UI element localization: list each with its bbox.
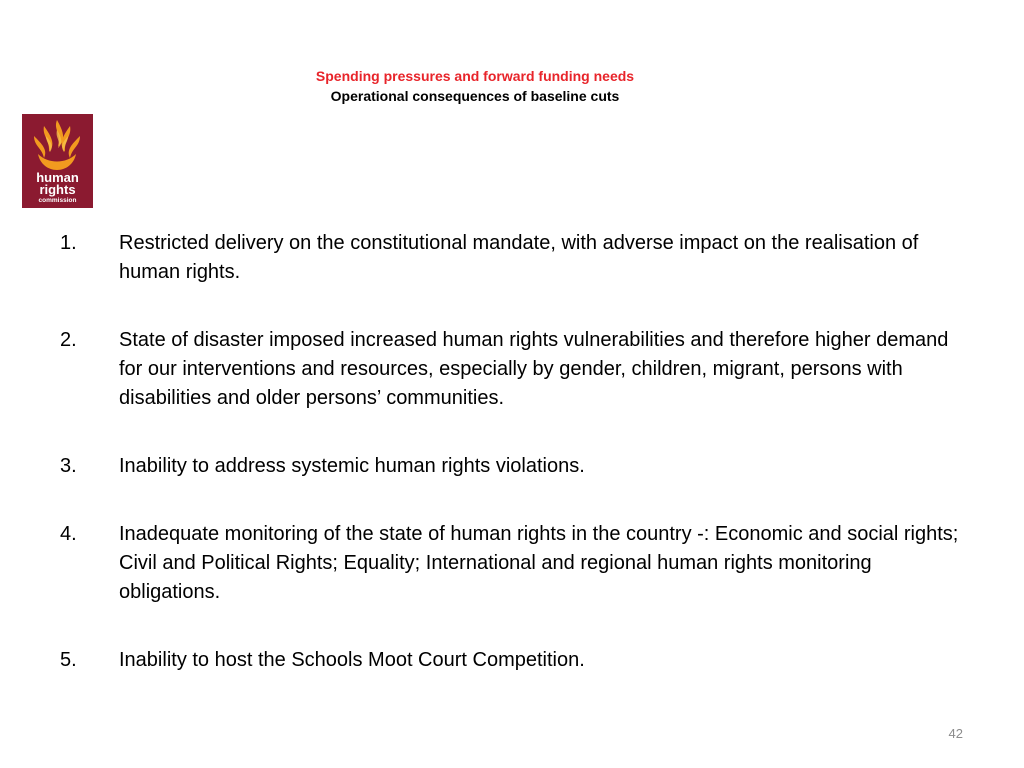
logo-line-2: rights [39, 182, 76, 197]
flame-logo-icon [22, 114, 93, 208]
item-number: 5. [60, 649, 77, 671]
human-rights-commission-logo [22, 114, 93, 208]
slide-title: Spending pressures and forward funding needs [315, 68, 635, 84]
item-text: Restricted delivery on the constitutional mandate, with adverse impact on the realisation of human rights. [119, 232, 919, 283]
item-number: 1. [60, 232, 77, 254]
item-text: Inadequate monitoring of the state of human rights in the country -: Economic and social rights; Civil and Political Rights; Equality; International and regional human rights monitoring obligations. [119, 523, 959, 603]
item-number: 4. [60, 523, 77, 545]
list-item [60, 646, 970, 675]
logo-wordmark [36, 170, 79, 204]
logo-line-3: commission [38, 197, 77, 204]
title-block [200, 66, 750, 106]
logo-line-1: human [36, 170, 79, 185]
list-item [60, 452, 970, 481]
page-number: 42 [948, 726, 963, 741]
item-text: State of disaster imposed increased human rights vulnerabilities and therefore higher demand for our interventions and resources, especially by gender, children, migrant, persons with disabilities and older persons’ communities. [119, 329, 949, 409]
item-number: 3. [60, 455, 77, 477]
slide-subtitle: Operational consequences of baseline cuts [330, 88, 620, 104]
item-text: Inability to address systemic human rights violations. [119, 455, 585, 477]
list-item [60, 229, 970, 287]
item-text: Inability to host the Schools Moot Court Competition. [119, 649, 585, 671]
consequences-list [60, 229, 970, 714]
item-number: 2. [60, 329, 77, 351]
list-item [60, 520, 970, 607]
list-item [60, 326, 970, 413]
